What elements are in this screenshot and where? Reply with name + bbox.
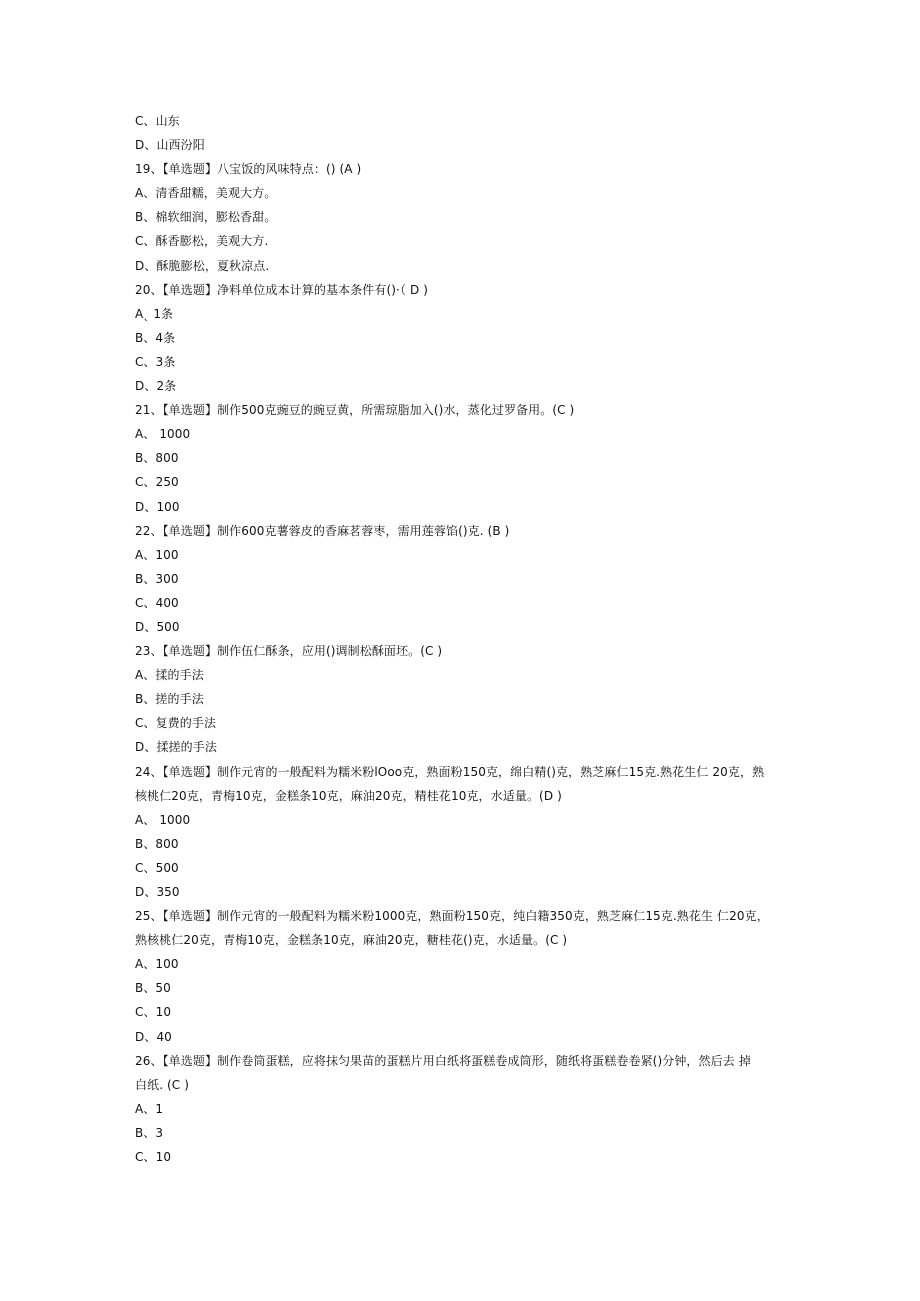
q20-option-d: D、2条 bbox=[135, 379, 177, 394]
q20-option-b: B、4条 bbox=[135, 330, 176, 345]
q25-option-b: B、50 bbox=[135, 981, 171, 996]
question-26-cont: 白纸. (C ) bbox=[135, 1077, 189, 1092]
q26-option-a: A、1 bbox=[135, 1101, 164, 1116]
q19-option-a: A、清香甜糯，美观大方。 bbox=[135, 186, 277, 201]
question-23: 23、【单选题】制作伍仁酥条，应用()调制松酥面坯。(C ) bbox=[135, 644, 443, 659]
q23-option-d: D、揉搓的手法 bbox=[135, 740, 217, 755]
q24-option-d: D、350 bbox=[135, 885, 180, 899]
q24-option-b: B、800 bbox=[135, 836, 179, 851]
question-24: 24、【单选题】制作元宵的一般配料为糯米粉lOoo克，熟面粉150克，绵白精()克，熟芝麻仁15克.熟花生仁 20克，熟 bbox=[135, 764, 765, 779]
q19-option-c: C、酥香膨松，美观大方. bbox=[135, 234, 269, 249]
q23-option-c: C、复费的手法 bbox=[135, 716, 217, 731]
question-21: 21、【单选题】制作500克豌豆的豌豆黄，所需琼脂加入()水，蒸化过罗备用。(C ) bbox=[135, 403, 575, 418]
q26-option-c: C、10 bbox=[135, 1150, 172, 1165]
q21-option-d: D、100 bbox=[135, 499, 180, 514]
q22-option-a: A、100 bbox=[135, 547, 179, 562]
question-26: 26、【单选题】制作卷筒蛋糕，应将抹匀果苗的蛋糕片用白纸将蛋糕卷成筒形，随纸将蛋糕卷卷紧()分钟，然后去 掉 bbox=[135, 1053, 751, 1068]
q26-option-b: B、3 bbox=[135, 1125, 164, 1140]
question-22: 22、【单选题】制作600克薯蓉皮的香麻茗蓉枣，需用莲蓉馅()克. (B ) bbox=[135, 523, 510, 538]
q22-option-d: D、500 bbox=[135, 619, 180, 634]
q25-option-d: D、40 bbox=[135, 1029, 172, 1044]
question-25: 25、【单选题】制作元宵的一般配料为糯米粉1000克，熟面粉150克，纯白籍350克，熟芝麻仁15克.熟花生 仁20克， bbox=[135, 909, 769, 924]
question-25-cont: 熟核桃仁20克，青梅10克，金糕条10克，麻油20克，糖桂花()克，水适量。(C ) bbox=[135, 933, 568, 948]
q23-option-a: A、揉的手法 bbox=[135, 668, 204, 683]
q20-option-a: Aˎ 1条 bbox=[135, 306, 174, 321]
q25-option-c: C、10 bbox=[135, 1005, 172, 1020]
option-c-line: C、山东 bbox=[135, 114, 180, 128]
q24-option-a: A、 1000 bbox=[135, 812, 191, 827]
question-19: 19、【单选题】八宝饭的风味特点：() (A ) bbox=[135, 162, 362, 177]
q21-option-c: C、250 bbox=[135, 475, 179, 490]
q25-option-a: A、100 bbox=[135, 957, 179, 972]
question-20: 20、【单选题】净料单位成本计算的基本条件有()·（ D ) bbox=[135, 282, 428, 297]
q19-option-d: D、酥脆膨松，夏秋凉点. bbox=[135, 258, 270, 273]
q24-option-c: C、500 bbox=[135, 860, 179, 875]
document-page bbox=[135, 109, 795, 1169]
q22-option-c: C、400 bbox=[135, 595, 179, 610]
q20-option-c: C、3条 bbox=[135, 354, 176, 369]
question-24-cont: 核桃仁20克，青梅10克，金糕条10克，麻油20克，精桂花10克，水适量。(D ) bbox=[135, 788, 562, 803]
q23-option-b: B、搓的手法 bbox=[135, 692, 204, 707]
q21-option-a: A、 1000 bbox=[135, 427, 191, 442]
option-d-line: D、山西汾阳 bbox=[135, 138, 205, 153]
q22-option-b: B、300 bbox=[135, 571, 179, 586]
q19-option-b: B、棉软细润，膨松香甜。 bbox=[135, 210, 277, 225]
q21-option-b: B、800 bbox=[135, 451, 179, 466]
